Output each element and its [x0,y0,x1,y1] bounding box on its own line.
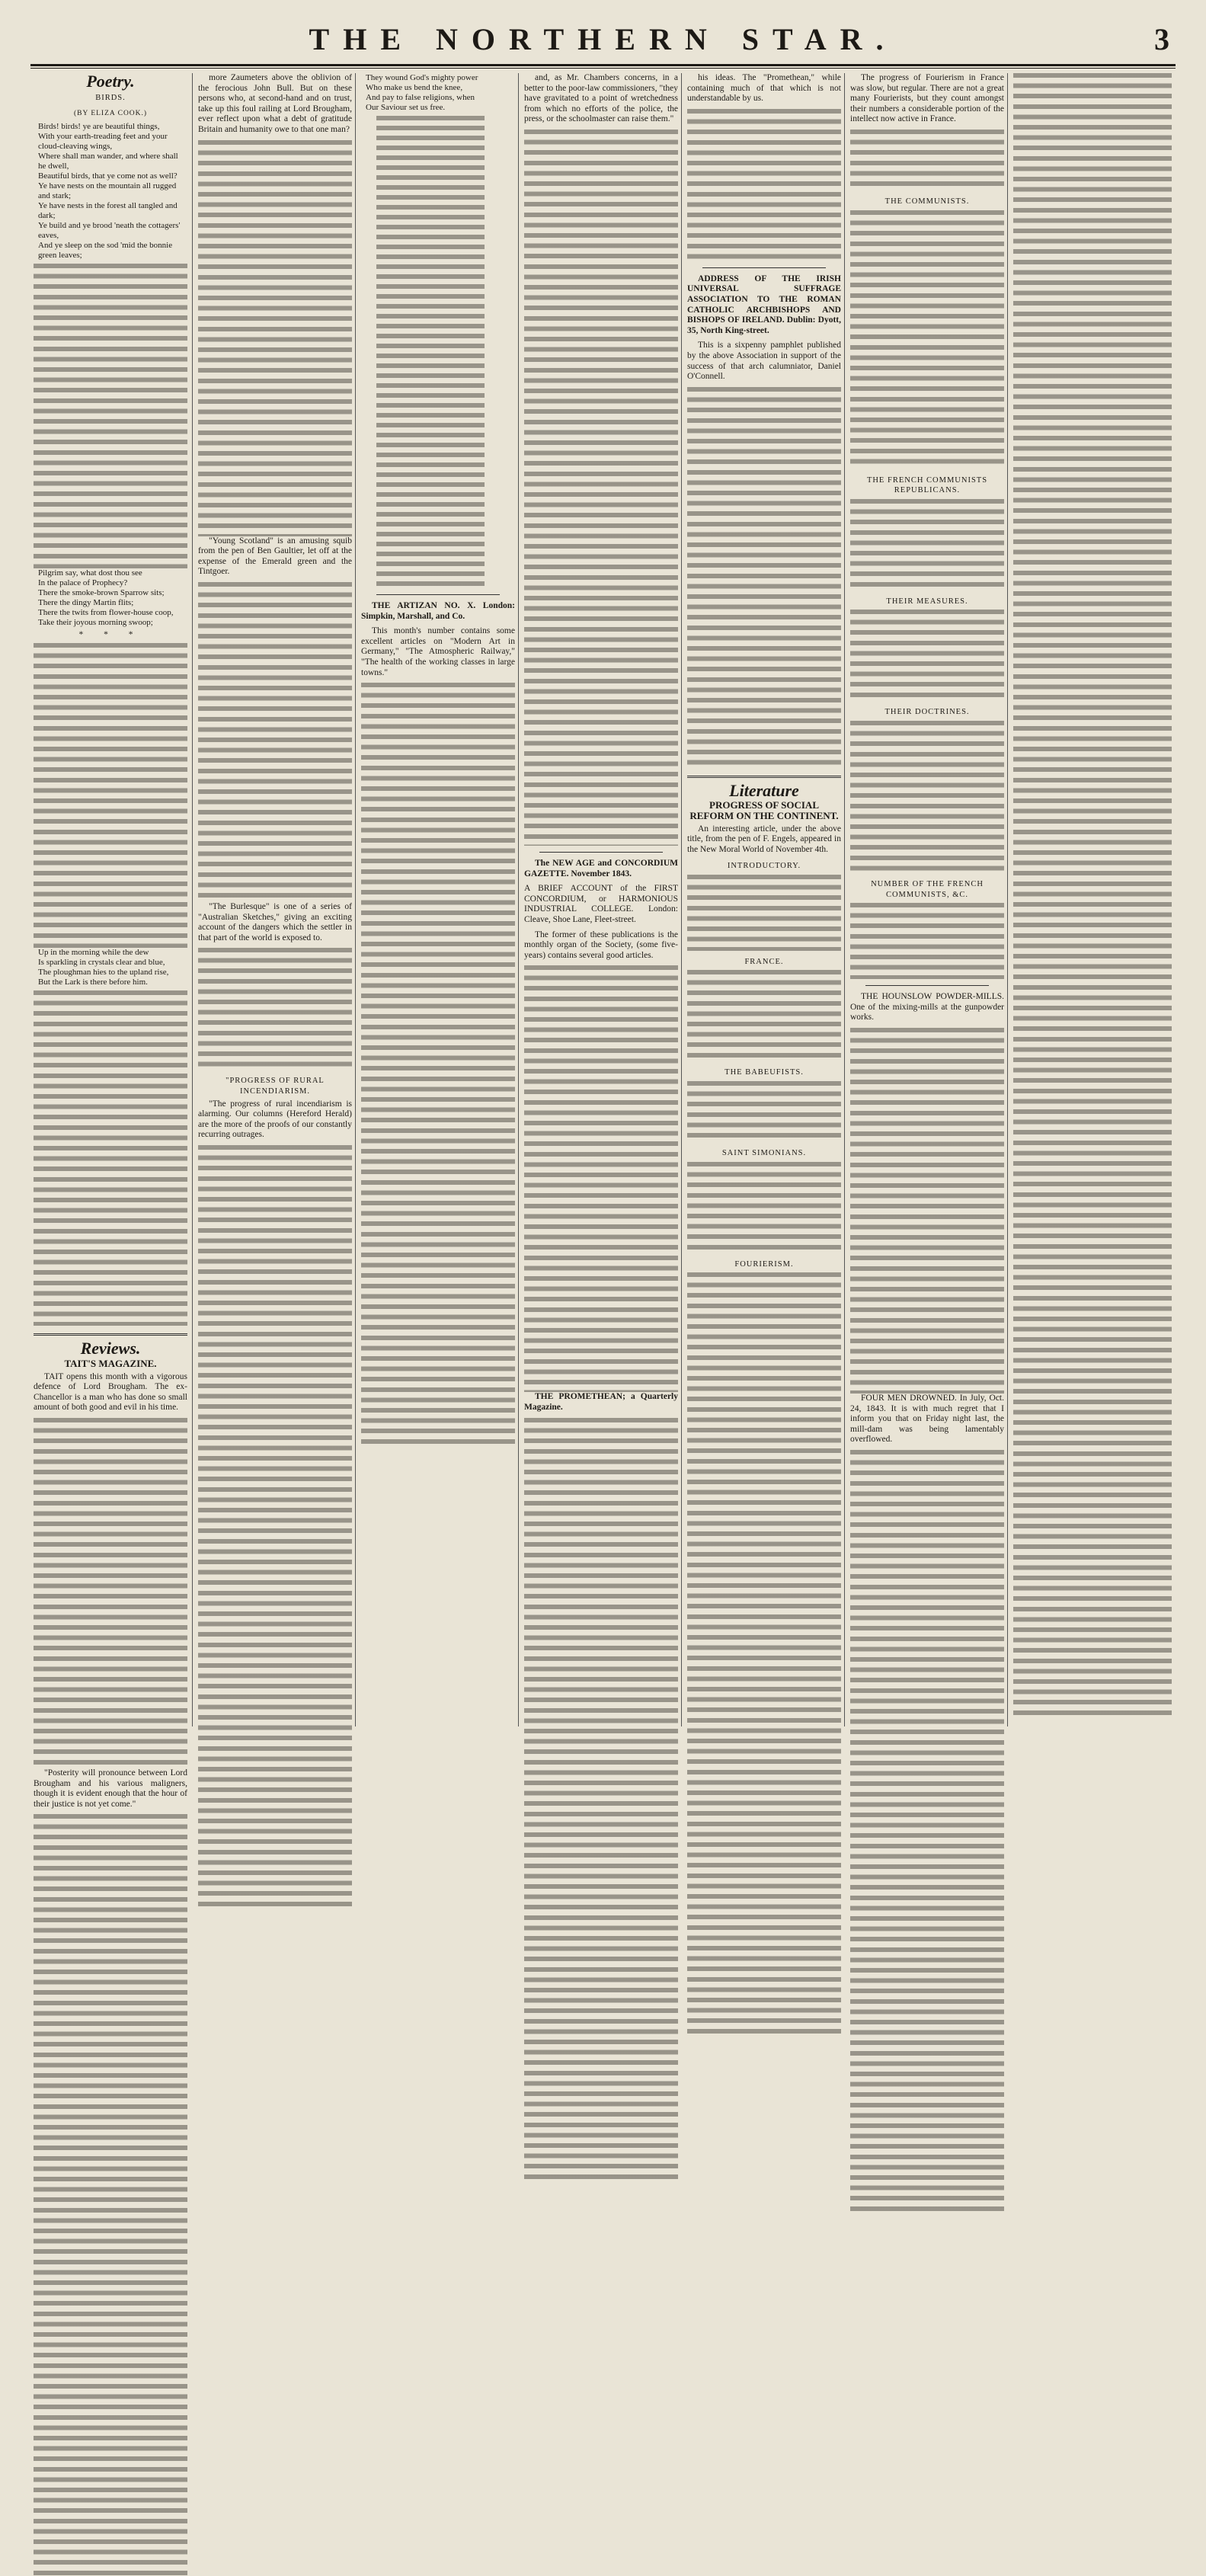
poem-author: (BY ELIZA COOK.) [73,110,148,118]
review-heading: THE PROMETHEAN; a Quarterly Magazine. [524,1392,678,1412]
text-continuation [850,721,1004,873]
text-continuation [850,610,1004,701]
review-subheading: A BRIEF ACCOUNT of the FIRST CONCORDIUM, or HARMONIOUS INDUSTRIAL COLLEGE. London: Cleave, Shoe Lane, Fleet-street. [524,884,678,924]
review-heading: THE ARTIZAN NO. X. London: Simpkin, Marshall, and Co. [361,601,515,621]
text-continuation [850,1028,1004,1394]
reviews-section-heading: Reviews. [80,1339,141,1358]
stanza-separator: * * * [78,629,142,639]
article-subheading: THE BABEUFISTS. [725,1068,804,1077]
text-continuation [198,582,352,902]
article-subheading: THEIR MEASURES. [886,597,968,606]
text-continuation [850,210,1004,469]
text-continuation [34,264,187,568]
text-continuation [361,683,515,1445]
article-paragraph: This is a sixpenny pamphlet published by the above Association in support of the success of that arch calumniator, Daniel O'Connell. [687,341,841,382]
poem-stanza: Birds! birds! ye are beautiful things, With your earth-treading feet and your cloud-cleaving wings, Where shall man wander, and where shall he dwell, Beautiful birds, that ye come not as well? Ye have nests on the mountain all rugged and stark; Ye have nests in the forest all tangled and dark; Ye build and ye brood 'neath the cottagers' eaves, And ye sleep on the sod 'mid the bonnie green leaves; [38,121,181,260]
text-continuation [850,130,1004,190]
news-paragraph: FOUR MEN DROWNED. In July, Oct. 24, 1843. It is with much regret that I inform you that on Friday night last, the mill-dam was being lamentably overflowed. [850,1393,1004,1445]
literature-heading: PROGRESS OF SOCIAL REFORM ON THE CONTINENT. [689,799,839,821]
article-subheading: FRANCE. [744,957,784,966]
article-paragraph: An interesting article, under the above title, from the pen of F. Engels, appeared in the New Moral World of November 4th. [687,824,841,854]
text-continuation [850,499,1004,590]
page-columns [30,72,1176,1809]
article-subheading: THE COMMUNISTS. [885,197,970,206]
text-continuation [850,903,1004,979]
text-continuation [198,948,352,1070]
review-paragraph: TAIT opens this month with a vigorous defence of Lord Brougham. The ex-Chancellor is a man who has done so small amount of both good and evil in his time. [34,1371,187,1413]
text-continuation [687,1081,841,1142]
article-paragraph: The progress of Fourierism in France was slow, but regular. There are not a great many Fourierists, but they count amongst their numbers a considerable portion of the intellect now active in France. [850,73,1004,124]
text-continuation [687,1162,841,1253]
poem-title: BIRDS. [95,93,126,102]
section-rule [865,985,989,986]
article-subheading: NUMBER OF THE FRENCH COMMUNISTS, &C. [871,879,984,899]
news-paragraph: THE HOUNSLOW POWDER-MILLS. One of the mixing-mills at the gunpowder works. [850,992,1004,1022]
column-new-age [524,73,678,1726]
text-continuation [524,130,678,846]
article-subheading: THEIR DOCTRINES. [885,708,970,717]
section-rule [539,852,663,853]
article-paragraph: more Zaumeters above the oblivion of the ferocious John Bull. But on these persons who, at second-hand and on trust, take up this foul railing at Lord Brougham, ever reflect upon what a debt of gratitude Britain and humanity owe to that one man? [198,73,352,134]
text-continuation [687,970,841,1061]
literature-section-heading: Literature [729,780,799,800]
column-poetry [34,72,187,1809]
text-continuation [687,387,841,768]
review-paragraph: "Posterity will pronounce between Lord Brougham and his various maligners, though it is evident enough that the hour of their justice is not yet come." [34,1768,187,1809]
article-paragraph: "The Burlesque" is one of a series of "Australian Sketches," giving an exciting account of the dangers which the settler in that part of the world is exposed to. [198,901,352,942]
article-paragraph: This month's number contains some excellent articles on "Modern Art in Germany," "The Atmospheric Railway," "The health of the working classes in large towns." [361,626,515,677]
text-continuation [34,1418,187,1768]
article-paragraph: "The progress of rural incendiarism is alarming. Our columns (Hereford Herald) are the more of the proofs of our constantly recurring outrages. [198,1099,352,1140]
section-rule [376,594,500,595]
masthead-rule [30,64,1176,66]
article-subheading: INTRODUCTORY. [727,862,801,871]
text-continuation [34,990,187,1326]
text-continuation [687,875,841,951]
text-continuation [524,1418,678,2180]
poem-stanza: Pilgrim say, what dost thou see In the palace of Prophecy? There the smoke-brown Sparrow sits; There the dingy Martin flits; There the twits from flower-house coop, Take their joyous morning swoop; [38,568,174,627]
section-rule [687,776,841,778]
poem-stanza: Up in the morning while the dew Is sparkling in crystals clear and blue, The ploughman hies to the upland rise, But the Lark is there before him. [38,948,169,987]
article-paragraph: his ideas. The "Promethean," while containing much of that which is not understandable by us. [687,73,841,104]
column-literature [687,73,841,1726]
article-paragraph: "Young Scotland" is an amusing squib from the pen of Ben Gaultier, let off at the expense of the Emerald green and the Tintgoer. [198,536,352,577]
column-review [198,73,352,1726]
article-paragraph: and, as Mr. Chambers concerns, in a better to the poor-law commissioners, "they have gravitated to a point of wretchedness from which no efforts of the police, the press, or the schoolmaster can raise them." [524,73,678,124]
article-subheading: SAINT SIMONIANS. [721,1149,807,1158]
column-right-edge [1013,73,1172,1726]
text-continuation [34,1814,187,2576]
text-continuation [850,1450,1004,2212]
column-artizan [361,73,515,1726]
masthead [30,14,1176,67]
article-subheading: FOURIERISM. [734,1259,794,1269]
review-heading: The NEW AGE and CONCORDIUM GAZETTE. November 1843. [524,858,678,878]
verse-continuation [376,116,485,588]
text-continuation [687,109,841,261]
newspaper-title: THE NORTHERN STAR. [309,22,897,56]
page-number: 3 [1154,22,1169,56]
article-paragraph: The former of these publications is the monthly organ of the Society, (some five-years) contains several good articles. [524,930,678,960]
text-continuation [198,1145,352,1907]
article-subheading: THE FRENCH COMMUNISTS REPUBLICANS. [866,475,988,495]
review-heading: ADDRESS OF THE IRISH UNIVERSAL SUFFRAGE ASSOCIATION TO THE ROMAN CATHOLIC ARCHBISHOPS AND BISHOPS OF IRELAND. Dublin: Dyott, 35, North King-street. [687,274,841,335]
text-continuation [34,643,187,948]
column-communists [850,73,1004,1726]
text-continuation [524,965,678,1392]
article-subheading: "PROGRESS OF RURAL INCENDIARISM. [226,1077,325,1096]
masthead-rule-thin [30,68,1176,69]
review-title: TAIT'S MAGAZINE. [64,1357,157,1369]
section-rule [34,1333,187,1336]
poetry-section-heading: Poetry. [86,72,135,91]
text-continuation [687,1272,841,2034]
section-rule [702,267,826,268]
poem-stanza: They wound God's mighty power Who make us bend the knee, And pay to false religions, when Our Saviour set us free. [366,73,478,112]
text-continuation [198,140,352,536]
text-continuation [1013,73,1172,1719]
